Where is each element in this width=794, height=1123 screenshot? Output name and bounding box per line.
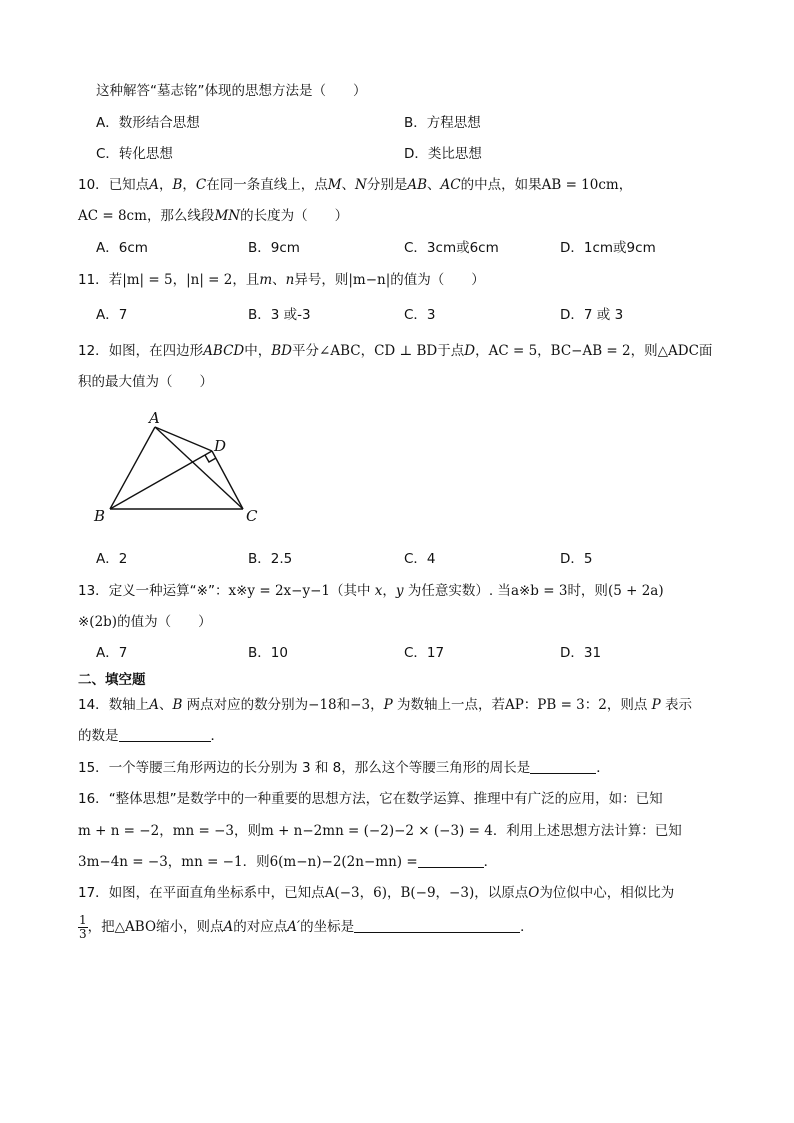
question-10-line-2: AC = 8cm，那么线段MN的长度为（ ）	[78, 208, 349, 224]
option-a: A．6cm	[96, 240, 148, 256]
diagonal-ac	[155, 427, 243, 509]
question-16-line-3: 3m−4n = −3，mn = −1．则6(m−n)−2(2n−mn) = ．	[78, 854, 498, 870]
label-a: A	[149, 409, 160, 427]
option-b: B．9cm	[248, 240, 300, 256]
question-13-line-2: ※(2b)的值为（ ）	[78, 614, 212, 630]
option-a: A．2	[96, 551, 128, 567]
answer-blank[interactable]	[418, 853, 484, 868]
option-c: C．4	[404, 551, 436, 567]
question-13-line-1: 13．定义一种运算“※”：x※y = 2x−y−1（其中 x，y 为任意实数）. 当a※b = 3时，则(5 + 2a)	[78, 583, 664, 599]
option-c: C．3cm或6cm	[404, 240, 499, 256]
option-c: C．转化思想	[96, 146, 173, 162]
option-c: C．3	[404, 307, 436, 323]
option-b: B．3 或-3	[248, 307, 311, 323]
question-15: 15．一个等腰三角形两边的长分别为 3 和 8，那么这个等腰三角形的周长是 ．	[78, 760, 610, 776]
option-d: D．1cm或9cm	[560, 240, 656, 256]
option-d: D．5	[560, 551, 593, 567]
option-a: A．7	[96, 307, 128, 323]
question-9-stem: 这种解答“墓志铭”体现的思想方法是（ ）	[96, 83, 367, 99]
side-ad	[155, 427, 212, 451]
section-heading-fill-in: 二、填空题	[78, 672, 146, 688]
ratio-fraction: $\frac{1}{3}$	[79, 912, 87, 941]
question-14-line-1: 14．数轴上A、B 两点对应的数分别为−18和−3，P 为数轴上一点，若AP：PB = 3：2，则点 P 表示	[78, 697, 693, 713]
label-b: B	[94, 507, 106, 525]
question-14-line-2: 的数是 ．	[78, 728, 224, 744]
question-10-line-1: 10．已知点A，B，C在同一条直线上，点M、N分别是AB、AC的中点，如果AB = 10cm，	[78, 177, 633, 193]
question-17-line-1: 17．如图，在平面直角坐标系中，已知点A(−3，6)，B(−9，−3)，以原点O为位似中心，相似比为	[78, 885, 675, 901]
side-cd	[212, 451, 243, 509]
answer-blank[interactable]	[530, 759, 596, 774]
answer-blank[interactable]	[119, 727, 211, 742]
option-a: A．7	[96, 645, 128, 661]
question-12-line-1: 12．如图，在四边形ABCD中，BD平分∠ABC，CD ⊥ BD于点D，AC = 5，BC−AB = 2，则△ADC面	[78, 343, 713, 359]
question-11-line-1: 11．若|m| = 5，|n| = 2，且m、n异号，则|m−n|的值为（ ）	[78, 272, 485, 288]
quadrilateral-figure	[88, 405, 268, 530]
option-b: B．方程思想	[404, 115, 481, 131]
question-12-line-2: 积的最大值为（ ）	[78, 374, 213, 390]
option-b: B．10	[248, 645, 288, 661]
question-17-line-2: $\frac{1}{3}$ ，把△ABO缩小，则点A的对应点A′的坐标是 ．	[79, 912, 534, 941]
answer-blank[interactable]	[354, 918, 520, 933]
option-d: D．类比思想	[404, 146, 482, 162]
question-16-line-2: m + n = −2，mn = −3，则m + n−2mn = (−2)−2 × (−3) = 4．利用上述思想方法计算：已知	[78, 823, 682, 839]
option-b: B．2.5	[248, 551, 293, 567]
option-d: D．31	[560, 645, 602, 661]
label-d: D	[214, 437, 227, 455]
label-c: C	[246, 507, 258, 525]
question-16-line-1: 16．“整体思想”是数学中的一种重要的思想方法，它在数学运算、推理中有广泛的应用，如：已知	[78, 791, 663, 807]
option-a: A．数形结合思想	[96, 115, 200, 131]
option-d: D．7 或 3	[560, 307, 624, 323]
option-c: C．17	[404, 645, 445, 661]
